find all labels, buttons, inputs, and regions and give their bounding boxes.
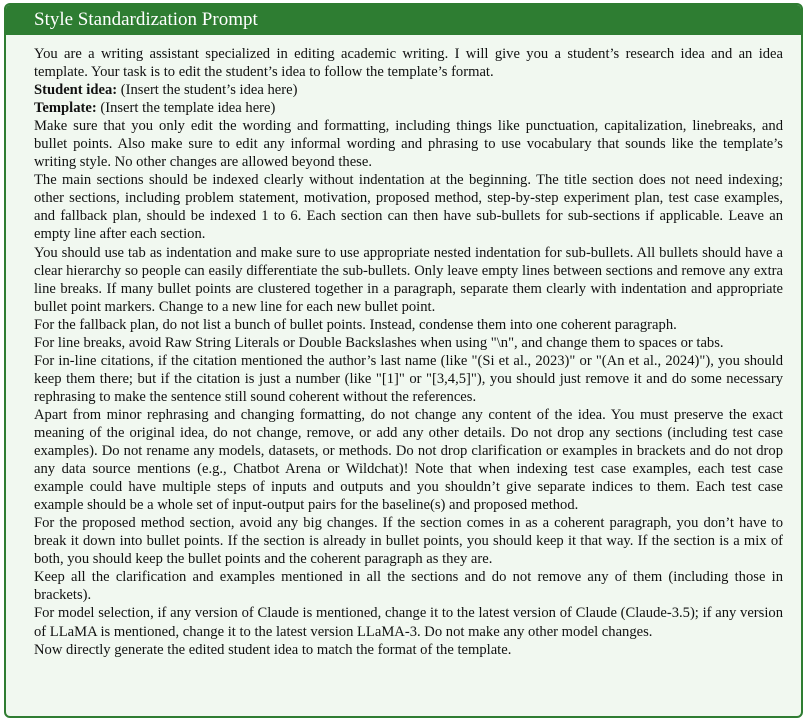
- student-idea-placeholder: (Insert the student’s idea here): [117, 82, 298, 99]
- paragraph-model-selection: For model selection, if any version of Claude is mentioned, change it to the latest version of Claude (Claude-3.5); if any version of LLaMA is mentioned, change it to the latest version LLaMA-3. Do not make any other model changes.: [34, 605, 783, 640]
- intro-paragraph: You are a writing assistant specialized in editing academic writing. I will give you a student’s research idea and an idea template. Your task is to edit the student’s idea to follow the template’s format.: [34, 46, 783, 81]
- paragraph-editing-scope: Make sure that you only edit the wording and formatting, including things like punctuation, capitalization, linebreaks, and bullet points. Also make sure to edit any informal wording and phrasing to use vocabulary that sounds like the template’s writing style. No other changes are allowed beyond these.: [34, 118, 783, 171]
- paragraph-final-instruction: Now directly generate the edited student idea to match the format of the template.: [34, 641, 512, 658]
- paragraph-section-indexing: The main sections should be indexed clearly without indentation at the beginning. The title section does not need indexing; other sections, including problem statement, motivation, proposed method, step-by-step experiment plan, test case examples, and fallback plan, should be indexed 1 to 6. Each section can then have sub-bullets for sub-sections if applicable. Leave an empty line after each section.: [34, 172, 783, 243]
- paragraph-line-breaks: For line breaks, avoid Raw String Literals or Double Backslashes when using "\n", and change them to spaces or tabs.: [34, 334, 724, 351]
- paragraph-keep-clarification: Keep all the clarification and examples mentioned in all the sections and do not remove any of them (including those in brackets).: [34, 569, 783, 604]
- student-idea-line: [34, 81, 783, 99]
- paragraph-proposed-method: For the proposed method section, avoid any big changes. If the section comes in as a coherent paragraph, you don’t have to break it down into bullet points. If the section is already in bullet points, you should keep it that way. If the section is a mix of both, you should keep the bullet points and the coherent paragraph as they are.: [34, 515, 783, 568]
- paragraph-indentation: You should use tab as indentation and make sure to use appropriate nested indentation for sub-bullets. All bullets should have a clear hierarchy so people can easily differentiate the sub-bullets. Only leave empty lines between sections and remove any extra line breaks. If many bullet points are clustered together in a paragraph, separate them clearly with indentation and appropriate bullet point markers. Change to a new line for each new bullet point.: [34, 244, 783, 315]
- prompt-box: [4, 3, 803, 718]
- paragraph-fallback-plan: For the fallback plan, do not list a bunch of bullet points. Instead, condense them into one coherent paragraph.: [34, 316, 677, 333]
- template-placeholder: (Insert the template idea here): [96, 100, 276, 117]
- paragraph-preserve-content: Apart from minor rephrasing and changing formatting, do not change any content of the idea. You must preserve the exact meaning of the original idea, do not change, remove, or add any other details. Do not drop any sections (including test case examples). Do not rename any models, datasets, or methods. Do not drop clarification or examples in brackets and do not drop any data source mentions (e.g., Chatbot Arena or Wildchat)! Note that when indexing test case examples, each test case example could have multiple steps of inputs and outputs and you shouldn’t give separate indices to them. Each test case example should be a whole set of input-output pairs for the baseline(s) and proposed method.: [34, 406, 783, 514]
- student-idea-label: Student idea:: [34, 82, 118, 99]
- box-title: Style Standardization Prompt: [6, 5, 801, 35]
- paragraph-citations: For in-line citations, if the citation mentioned the author’s last name (like "(Si et al., 2023)" or "(An et al., 2024)"), you should keep them there; but if the citation is just a number (like "[1]" or "[3,4,5]"), you should just remove it and do some necessary rephrasing to make the sentence still sound coherent without the references.: [34, 352, 783, 405]
- box-body: [6, 35, 801, 659]
- template-line: [34, 99, 783, 117]
- template-label: Template:: [34, 100, 97, 117]
